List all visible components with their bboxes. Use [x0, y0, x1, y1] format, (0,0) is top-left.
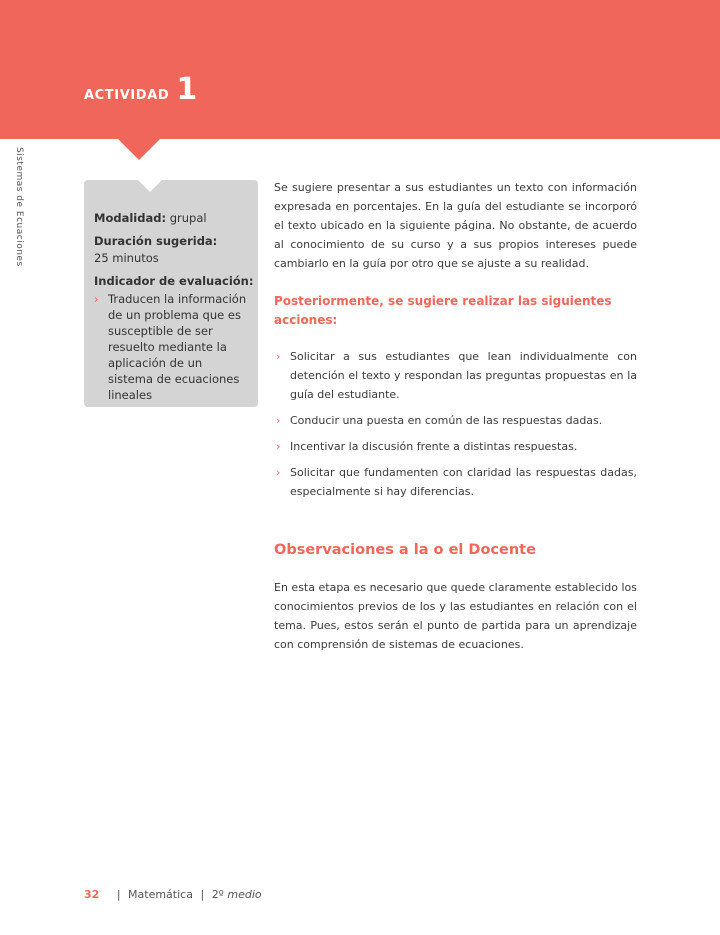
modalidad-label: Modalidad: — [94, 211, 167, 225]
duracion-label: Duración sugerida: — [94, 234, 218, 248]
actions-heading: Posteriormente, se sugiere realizar las siguientes acciones: — [274, 294, 612, 327]
indicador-label: Indicador de evaluación: — [94, 274, 254, 288]
modalidad-value: grupal — [169, 211, 207, 225]
main-content — [274, 178, 637, 654]
duracion-value: 25 minutos — [94, 251, 159, 265]
side-section-label: Sistemas de Ecuaciones — [14, 147, 24, 267]
action-text: Solicitar que fundamenten con claridad las respuestas dadas, especialmente si hay diferencias. — [290, 466, 637, 498]
indicador-text: Traducen la información de un problema que es susceptible de ser resuelto mediante la aplicación de un sistema de ecuaciones lineales — [108, 292, 247, 402]
footer-divider: | — [200, 888, 205, 901]
indicador-item — [94, 291, 250, 403]
action-text: Solicitar a sus estudiantes que lean individualmente con detención el texto y respondan las preguntas propuestas en la guía del estudiante. — [290, 350, 637, 401]
page-footer — [84, 888, 262, 901]
info-box-notch — [138, 180, 162, 192]
bullet-icon: › — [276, 350, 281, 363]
activity-number: 1 — [176, 72, 198, 107]
header-banner — [0, 0, 720, 139]
footer-divider: | — [116, 888, 121, 901]
observations-title: Observaciones a la o el Docente — [274, 542, 536, 558]
list-item — [274, 463, 637, 501]
bullet-icon: › — [94, 292, 99, 306]
info-box-content — [94, 210, 254, 403]
bullet-icon: › — [276, 414, 281, 427]
list-item — [274, 437, 637, 456]
bullet-icon: › — [276, 440, 281, 453]
action-text: Conducir una puesta en común de las respuestas dadas. — [290, 414, 603, 427]
footer-grade-prefix: 2º — [211, 888, 224, 901]
page-number: 32 — [84, 888, 100, 901]
bullet-icon: › — [276, 466, 281, 479]
footer-grade-suffix: medio — [227, 888, 262, 901]
list-item — [274, 347, 637, 404]
header-notch — [118, 139, 160, 160]
modalidad-line — [94, 210, 250, 227]
activity-title — [84, 72, 197, 107]
intro-paragraph: Se sugiere presentar a sus estudiantes un texto con información expresada en porcentajes. En la guía del estudiante se incorporó el texto ubicado en la siguiente página. No obstante, de acuerdo al conocimiento de su curso y a sus propios intereses puede cambiarlo en la guía por otro que se ajuste a su realidad. — [274, 181, 637, 270]
list-item — [274, 411, 637, 430]
actions-list — [274, 347, 637, 501]
action-text: Incentivar la discusión frente a distintas respuestas. — [290, 440, 578, 453]
footer-subject: Matemática — [128, 888, 193, 901]
observations-paragraph: En esta etapa es necesario que quede claramente establecido los conocimientos previos de los y las estudiantes en relación con el tema. Pues, estos serán el punto de partida para un aprendizaje con comprensión de sistemas de ecuaciones. — [274, 581, 637, 651]
activity-word: ACTIVIDAD — [84, 88, 170, 103]
